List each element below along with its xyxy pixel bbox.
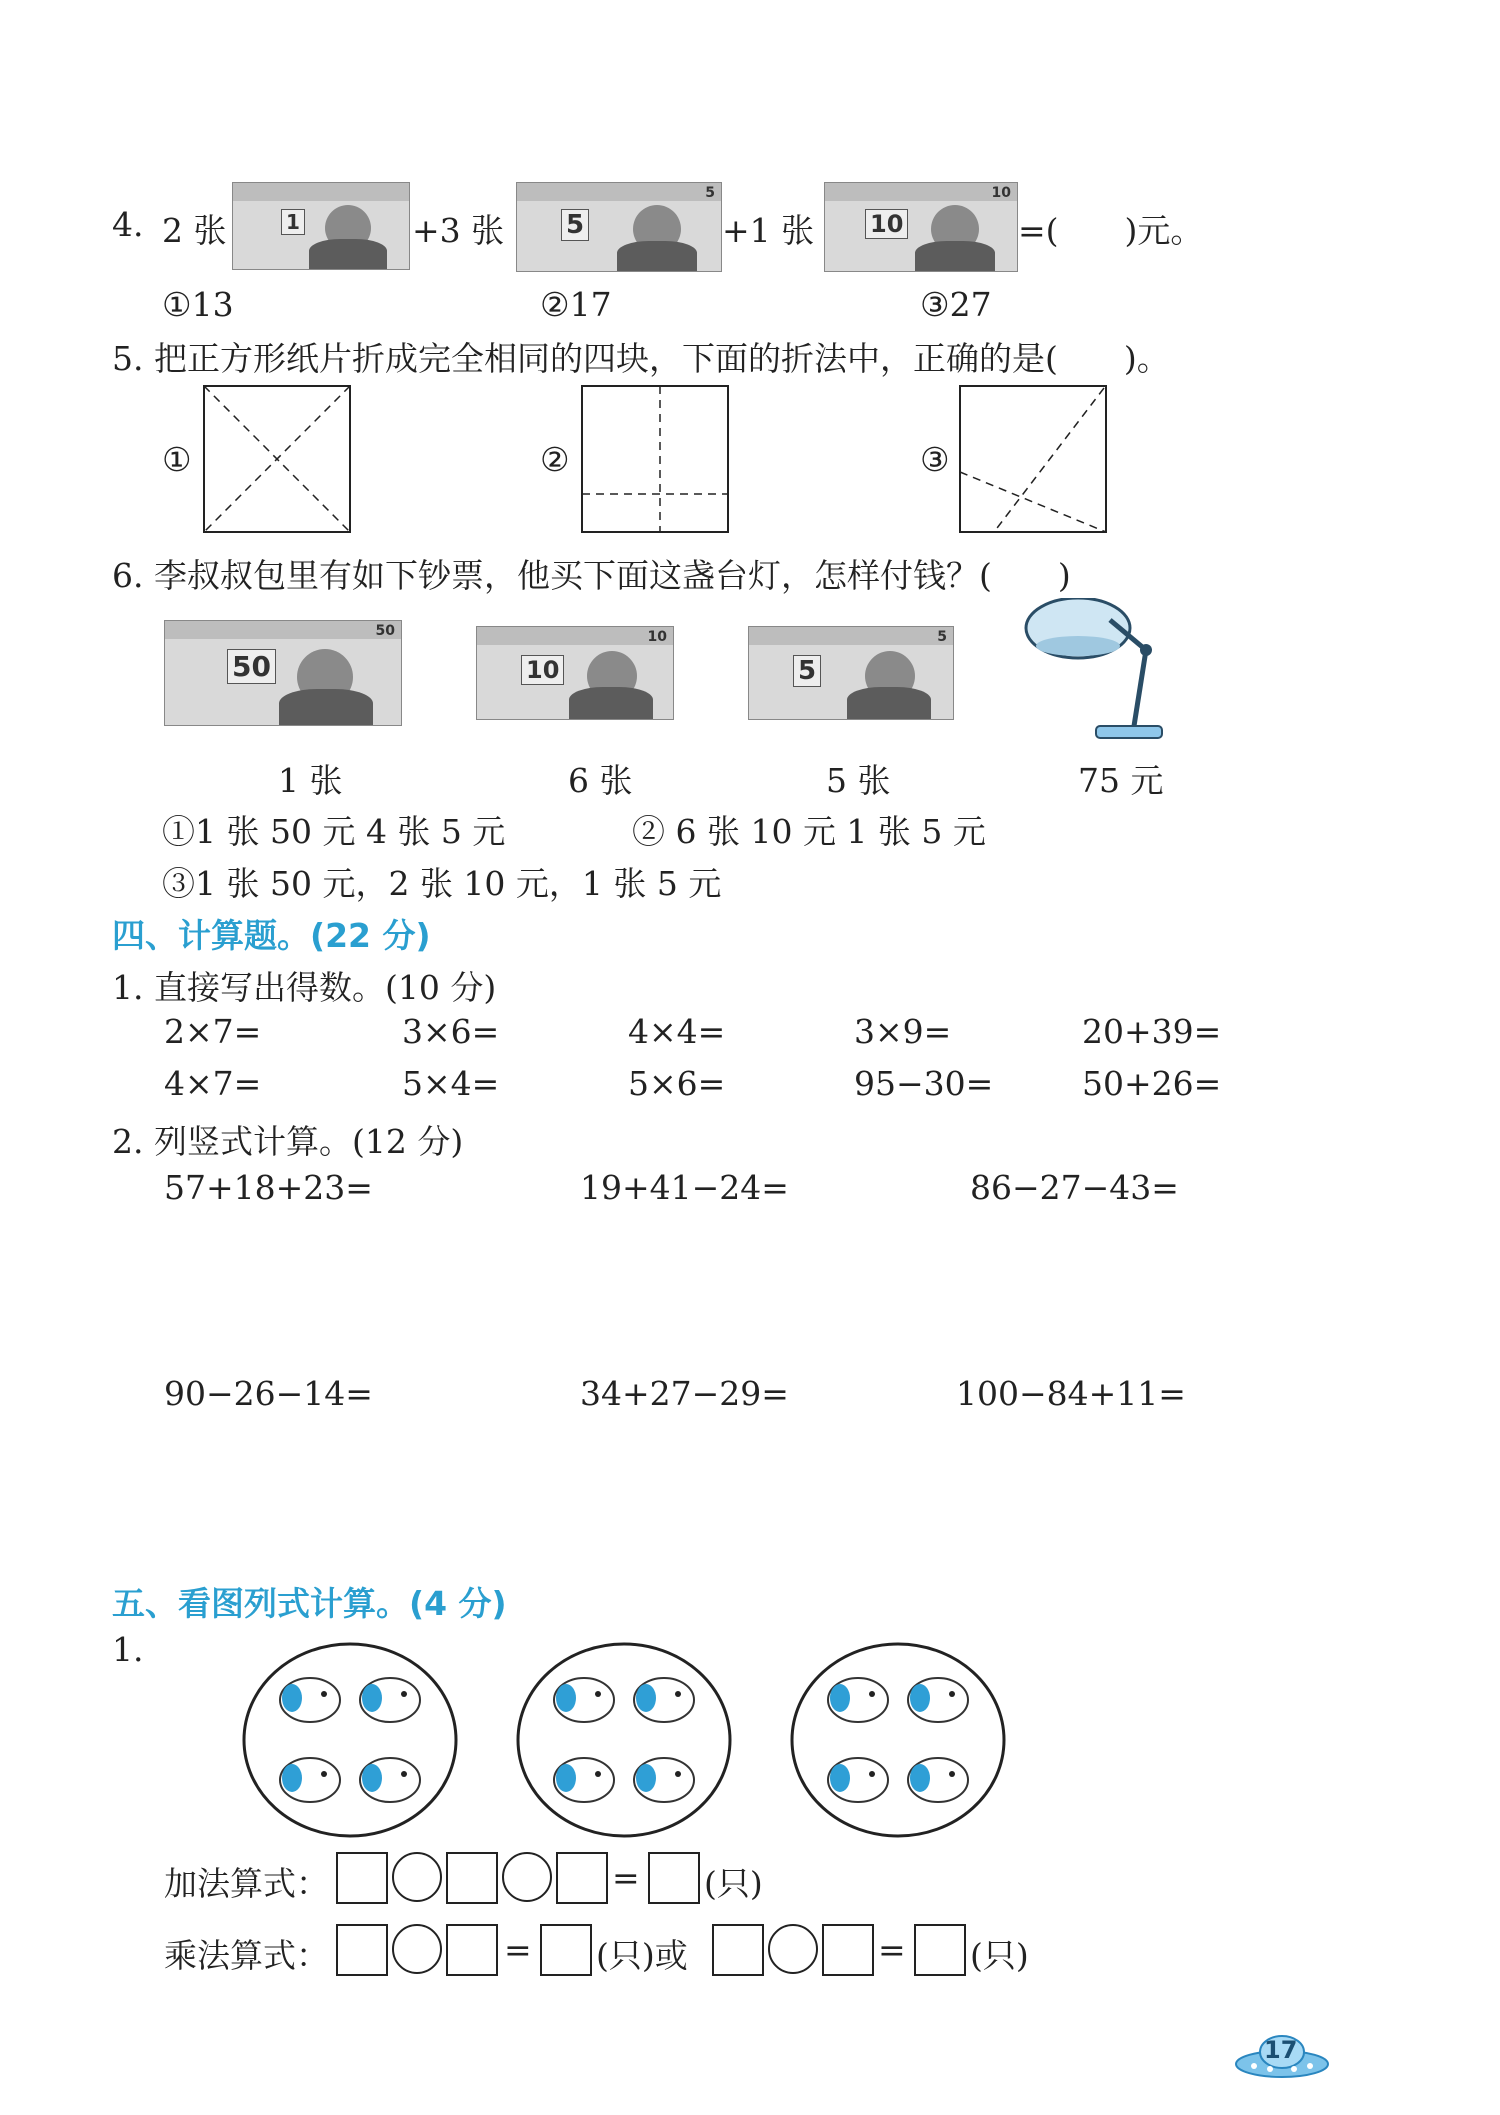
dog-icon: [280, 1758, 340, 1802]
multiplication-unit: (只): [970, 1936, 1029, 1975]
section-4-title: 四、计算题。(22 分): [112, 916, 431, 955]
vertical-calc-item: 34+27−29=: [580, 1374, 789, 1413]
addition-label: 加法算式：: [164, 1864, 329, 1903]
note-denomination: 5: [793, 655, 821, 687]
q4-number: 4.: [112, 205, 144, 244]
calc-item: 20+39=: [1082, 1012, 1222, 1051]
q4-count-3: +1 张: [722, 211, 815, 250]
calc-item: 50+26=: [1082, 1064, 1222, 1103]
fold-square-diagonals: [202, 384, 354, 534]
q6-text: 6. 李叔叔包里有如下钞票，他买下面这盏台灯，怎样付钱？( ): [112, 556, 1071, 595]
fold-square-slanted: [958, 384, 1110, 534]
banknote-5-yuan-q6: [748, 626, 954, 720]
q6-count-10: 6 张: [568, 761, 633, 800]
note-corner-value: 10: [991, 185, 1011, 201]
q4-option-2: ②17: [540, 285, 612, 324]
q6-option-2: ② 6 张 10 元 1 张 5 元: [632, 812, 986, 851]
q6-count-50: 1 张: [278, 761, 343, 800]
vertical-calc-item: 57+18+23=: [164, 1168, 373, 1207]
dog-icon: [908, 1758, 968, 1802]
vertical-calc-item: 86−27−43=: [970, 1168, 1179, 1207]
q4-option-3: ③27: [920, 285, 992, 324]
addition-unit: (只): [704, 1864, 763, 1903]
calc-item: 4×4=: [628, 1012, 726, 1051]
calc-item: 2×7=: [164, 1012, 262, 1051]
note-denomination: 1: [281, 209, 305, 235]
sec4-q1-text: 1. 直接写出得数。(10 分): [112, 968, 497, 1007]
calc-item: 95−30=: [854, 1064, 994, 1103]
dog-icon: [828, 1758, 888, 1802]
equals-sign: =: [504, 1930, 532, 1969]
answer-box[interactable]: [556, 1852, 608, 1904]
answer-box[interactable]: [822, 1924, 874, 1976]
q4-answer-blank: =( )元。: [1018, 211, 1204, 250]
note-corner-value: 5: [705, 185, 715, 201]
banknote-10-yuan-q6: [476, 626, 674, 720]
calc-item: 4×7=: [164, 1064, 262, 1103]
dog-icon: [554, 1678, 614, 1722]
note-corner-value: 5: [937, 629, 947, 645]
vertical-calc-item: 19+41−24=: [580, 1168, 789, 1207]
dog-icon: [908, 1678, 968, 1722]
answer-box[interactable]: [712, 1924, 764, 1976]
banknote-50-yuan: [164, 620, 402, 726]
operator-circle[interactable]: [392, 1852, 442, 1902]
note-denomination: 10: [521, 655, 564, 685]
sec4-q2-text: 2. 列竖式计算。(12 分): [112, 1122, 464, 1161]
banknote-10-yuan: [824, 182, 1018, 272]
dog-icon: [360, 1758, 420, 1802]
operator-circle[interactable]: [392, 1924, 442, 1974]
dog-icon: [360, 1678, 420, 1722]
note-denomination: 10: [865, 209, 908, 239]
fold-square-offcenter-cross: [580, 384, 732, 534]
dog-icon: [280, 1678, 340, 1722]
answer-box[interactable]: [540, 1924, 592, 1976]
dog-group-1: [240, 1640, 460, 1840]
answer-box[interactable]: [336, 1924, 388, 1976]
vertical-calc-item: 100−84+11=: [956, 1374, 1186, 1413]
multiplication-unit-or: (只)或: [596, 1936, 688, 1975]
operator-circle[interactable]: [768, 1924, 818, 1974]
dog-group-2: [514, 1640, 734, 1840]
answer-box[interactable]: [446, 1852, 498, 1904]
section-5-title: 五、看图列式计算。(4 分): [112, 1584, 507, 1623]
calc-item: 5×4=: [402, 1064, 500, 1103]
dog-icon: [828, 1678, 888, 1722]
note-denomination: 5: [561, 209, 589, 241]
answer-box[interactable]: [336, 1852, 388, 1904]
q4-count-1: 2 张: [162, 211, 227, 250]
q5-label-2: ②: [540, 440, 570, 479]
dog-group-3: [788, 1640, 1008, 1840]
answer-box[interactable]: [648, 1852, 700, 1904]
page-number: 17: [1264, 2036, 1298, 2064]
q4-option-1: ①13: [162, 285, 234, 324]
q5-label-1: ①: [162, 440, 192, 479]
q5-label-3: ③: [920, 440, 950, 479]
calc-item: 3×9=: [854, 1012, 952, 1051]
equals-sign: =: [612, 1858, 640, 1897]
banknote-1-yuan: [232, 182, 410, 270]
desk-lamp-illustration: [1018, 598, 1168, 744]
banknote-5-yuan: [516, 182, 722, 272]
multiplication-label: 乘法算式：: [164, 1936, 329, 1975]
vertical-calc-item: 90−26−14=: [164, 1374, 373, 1413]
q6-option-3: ③1 张 50 元，2 张 10 元，1 张 5 元: [162, 864, 722, 903]
note-corner-value: 50: [375, 623, 395, 639]
answer-box[interactable]: [914, 1924, 966, 1976]
equals-sign: =: [878, 1930, 906, 1969]
dog-icon: [634, 1678, 694, 1722]
calc-item: 3×6=: [402, 1012, 500, 1051]
q6-option-1: ①1 张 50 元 4 张 5 元: [162, 812, 506, 851]
q6-count-5: 5 张: [826, 761, 891, 800]
operator-circle[interactable]: [502, 1852, 552, 1902]
calc-item: 5×6=: [628, 1064, 726, 1103]
note-corner-value: 10: [647, 629, 667, 645]
q4-count-2: +3 张: [412, 211, 505, 250]
q5-text: 5. 把正方形纸片折成完全相同的四块，下面的折法中，正确的是( )。: [112, 339, 1170, 378]
dog-icon: [554, 1758, 614, 1802]
note-denomination: 50: [227, 649, 276, 684]
sec5-q1-number: 1.: [112, 1630, 144, 1669]
answer-box[interactable]: [446, 1924, 498, 1976]
dog-icon: [634, 1758, 694, 1802]
q6-lamp-price: 75 元: [1078, 761, 1164, 800]
